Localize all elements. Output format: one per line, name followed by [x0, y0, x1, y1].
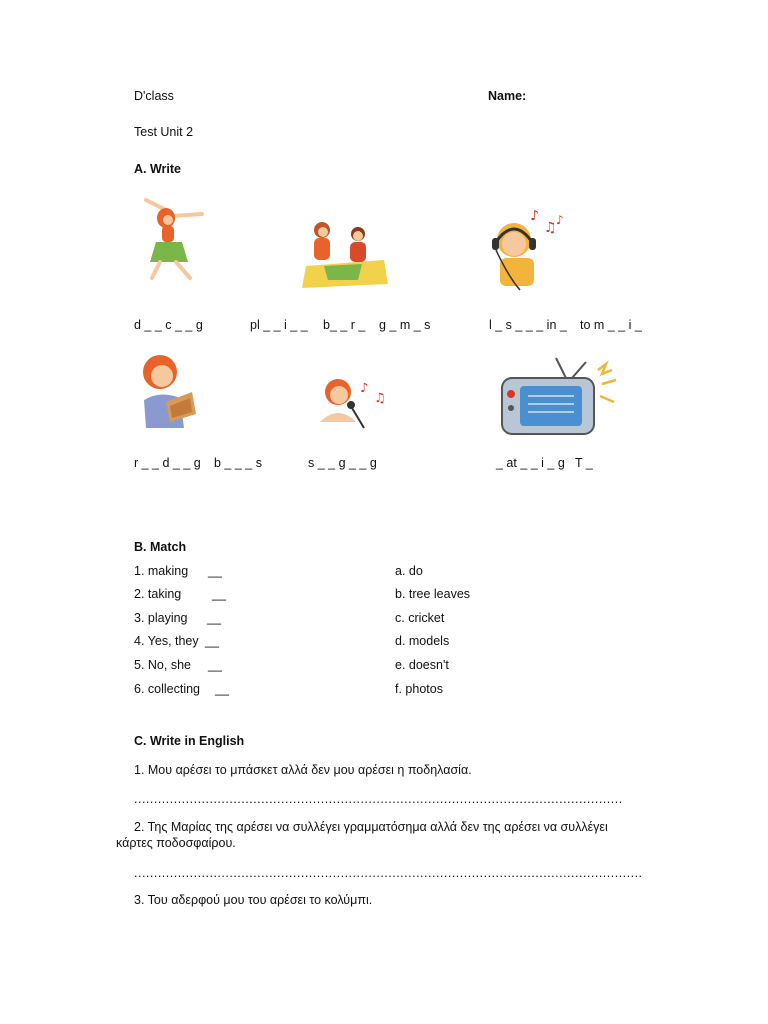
question-2-line-2: κάρτες ποδοσφαίρου. [116, 836, 236, 850]
word-listening: l _ s _ _ _ in _ [489, 318, 567, 332]
class-label: D'class [134, 89, 174, 103]
section-a-heading: A. Write [134, 162, 181, 176]
match-left-3: 3. playing [134, 611, 188, 625]
question-2-line-1: 2. Της Μαρίας της αρέσει να συλλέγει γραμματόσημα αλλά δεν της αρέσει να συλλέγει [134, 820, 608, 834]
tv-picture [498, 356, 624, 438]
match-right-a: a. do [395, 564, 423, 578]
match-right-f: f. photos [395, 682, 443, 696]
svg-text:♪: ♪ [556, 213, 564, 227]
word-tv: T _ [575, 456, 593, 470]
match-blank-2: __ [212, 587, 226, 601]
match-left-2: 2. taking [134, 587, 182, 601]
match-left-1: 1. making [134, 564, 189, 578]
match-blank-1: __ [208, 564, 222, 578]
word-board: b_ _ r _ [323, 318, 366, 332]
word-watching: _ at _ _ i _ g [496, 456, 565, 470]
reading-books-picture [134, 352, 200, 430]
match-blank-4: __ [205, 634, 219, 648]
listening-music-picture [486, 206, 578, 292]
word-playing: pl _ _ i _ _ [250, 318, 308, 332]
word-books: b _ _ _ s [214, 456, 262, 470]
test-title: Test Unit 2 [134, 125, 194, 139]
word-reading: r _ _ d _ _ g [134, 456, 201, 470]
word-singing: s _ _ g _ _ g [308, 456, 377, 470]
question-1: 1. Μου αρέσει το μπάσκετ αλλά δεν μου αρέσει η ποδηλασία. [134, 763, 472, 777]
answer-line-2: ................................................................................................................................ [134, 866, 643, 880]
match-right-c: c. cricket [395, 611, 445, 625]
svg-text:♫: ♫ [374, 391, 386, 406]
svg-text:♫: ♫ [544, 220, 557, 236]
svg-text:♪: ♪ [360, 381, 369, 396]
match-right-b: b. tree leaves [395, 587, 471, 601]
match-left-6: 6. collecting [134, 682, 201, 696]
match-right-e: e. doesn't [395, 658, 449, 672]
answer-line-1: ........................................................................................................................... [134, 792, 623, 806]
match-right-d: d. models [395, 634, 450, 648]
name-label: Name: [488, 89, 527, 103]
board-game-picture [300, 218, 390, 290]
word-dancing: d _ _ c _ _ g [134, 318, 203, 332]
word-to-music: to m _ _ i _ [580, 318, 642, 332]
word-games: g _ m _ s [379, 318, 431, 332]
match-blank-6: __ [215, 682, 229, 696]
match-blank-3: __ [207, 611, 221, 625]
question-3: 3. Του αδερφού μου του αρέσει το κολύμπι. [134, 893, 373, 907]
section-c-heading: C. Write in English [134, 734, 245, 748]
dancing-girl-picture [136, 196, 210, 282]
match-left-5: 5. No, she [134, 658, 191, 672]
section-b-heading: B. Match [134, 540, 187, 554]
singing-picture [316, 374, 398, 430]
match-blank-5: __ [208, 658, 222, 672]
svg-text:♪: ♪ [530, 208, 539, 224]
match-left-4: 4. Yes, they [134, 634, 199, 648]
